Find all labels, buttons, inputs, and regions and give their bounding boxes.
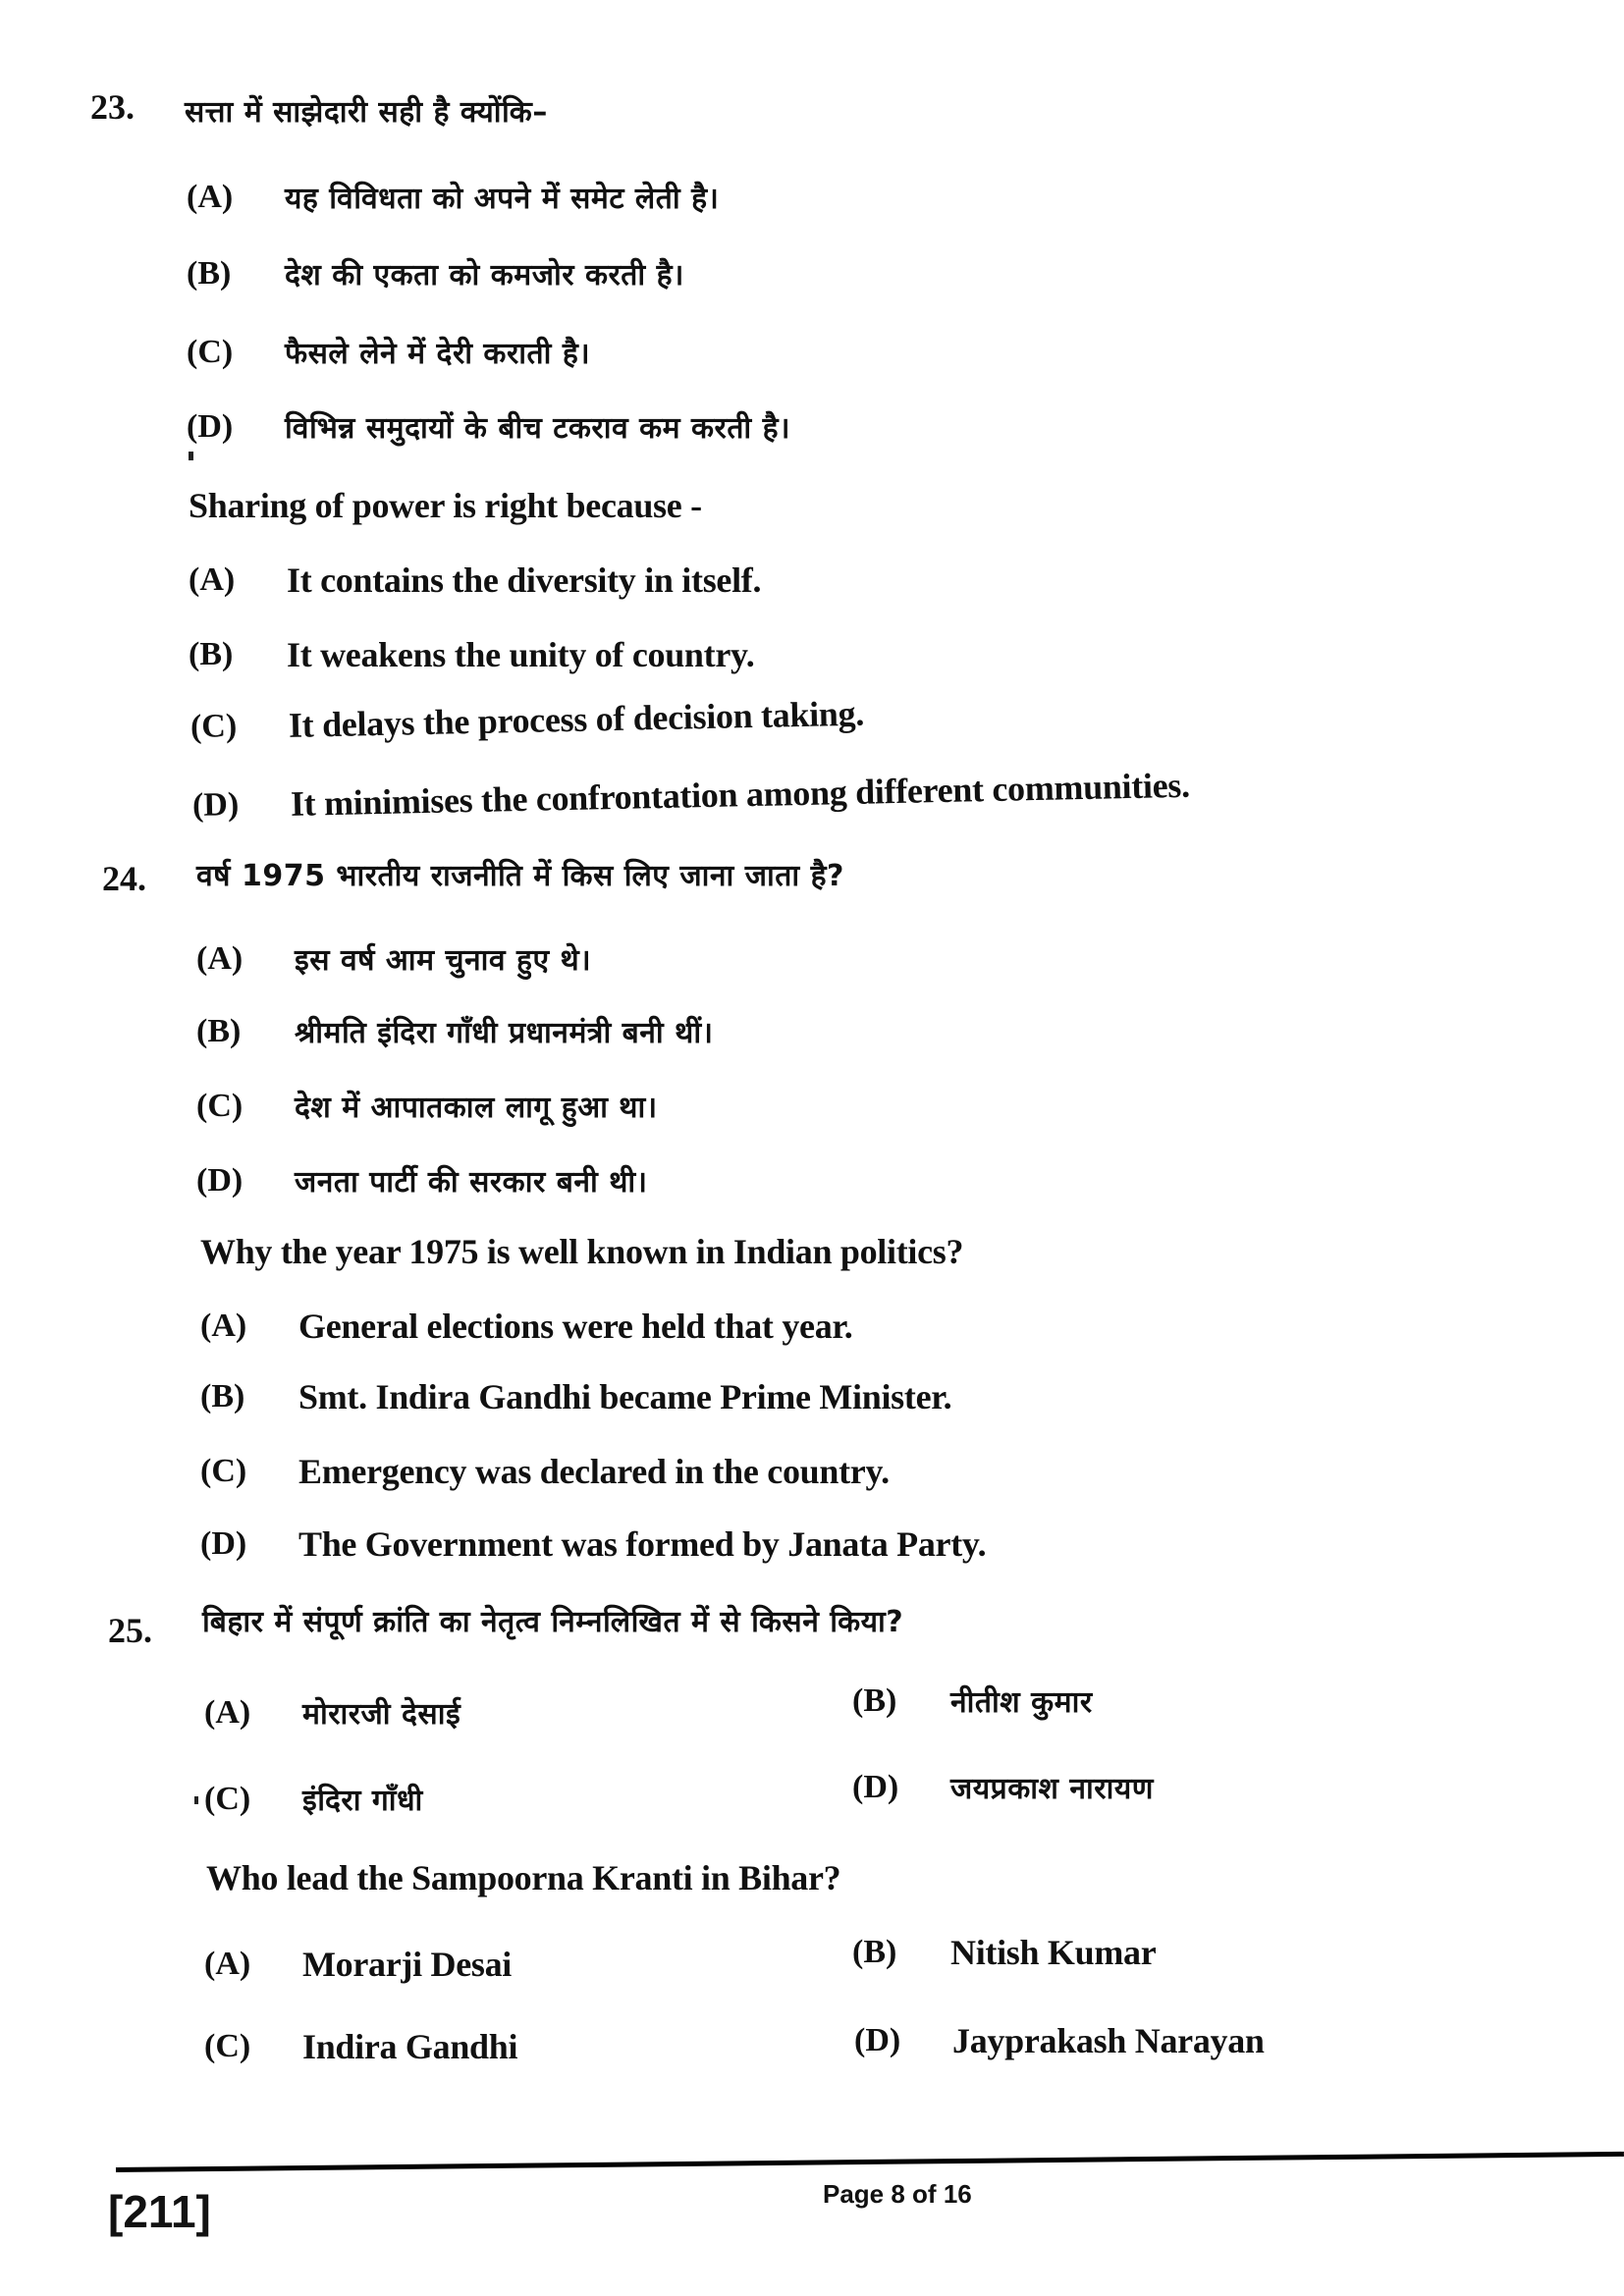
- option-text: विभिन्न समुदायों के बीच टकराव कम करती है।: [285, 411, 790, 446]
- option-label: (A): [187, 178, 234, 215]
- option-label: (B): [196, 1012, 242, 1049]
- option-b-hindi: [196, 1011, 713, 1051]
- option-label: (C): [204, 1780, 251, 1817]
- option-b-english: [189, 634, 754, 675]
- option-d-hindi: [852, 1767, 1154, 1807]
- option-label: (A): [189, 561, 236, 598]
- option-label: (A): [204, 1693, 251, 1731]
- option-text: इस वर्ष आम चुनाव हुए थे।: [295, 943, 592, 978]
- option-text: It minimises the confrontation among different communities.: [290, 765, 1191, 824]
- option-label: (A): [196, 939, 244, 977]
- option-c-hindi: [187, 332, 590, 372]
- option-label: (D): [187, 407, 234, 445]
- option-a-hindi: [204, 1692, 460, 1733]
- option-b-hindi: [187, 253, 684, 294]
- option-label: (B): [852, 1682, 897, 1719]
- option-text: The Government was formed by Janata Party.: [298, 1524, 987, 1564]
- option-text: It weakens the unity of country.: [287, 635, 755, 674]
- option-c-hindi: [204, 1779, 423, 1819]
- option-text: नीतीश कुमार: [950, 1685, 1093, 1720]
- option-c-english: [200, 1451, 890, 1492]
- option-text: General elections were held that year.: [298, 1307, 853, 1346]
- option-a-english: [204, 1944, 512, 1985]
- option-label: (A): [200, 1308, 247, 1344]
- option-a-hindi: [187, 177, 719, 217]
- option-text: देश में आपातकाल लागू हुआ था।: [295, 1091, 658, 1125]
- option-text: फैसले लेने में देरी कराती है।: [285, 337, 591, 371]
- option-b-english: [200, 1376, 951, 1417]
- option-label: (C): [200, 1453, 247, 1489]
- option-c-english: [190, 693, 865, 748]
- question-number: 23.: [90, 87, 135, 127]
- option-label: (B): [189, 636, 234, 672]
- option-d-hindi: [187, 406, 790, 447]
- option-text: यह विविधता को अपने में समेट लेती है।: [285, 182, 720, 216]
- option-label: (C): [187, 333, 234, 370]
- option-c-english: [204, 2026, 517, 2067]
- option-label: (B): [852, 1934, 897, 1970]
- option-d-english: [854, 2020, 1265, 2061]
- option-text: Indira Gandhi: [302, 2027, 518, 2066]
- option-label: (D): [852, 1768, 899, 1805]
- option-label: (A): [204, 1946, 251, 1982]
- option-d-english: [192, 765, 1191, 827]
- option-b-english: [852, 1932, 1156, 1973]
- option-text: Nitish Kumar: [950, 1933, 1157, 1972]
- option-text: देश की एकता को कमजोर करती है।: [285, 258, 684, 293]
- question-text-english: Sharing of power is right because -: [189, 486, 702, 525]
- stray-mark: [189, 452, 193, 460]
- question-text-hindi: सत्ता में साझेदारी सही है क्योंकि–: [185, 95, 548, 130]
- page-number: Page 8 of 16: [823, 2179, 972, 2209]
- option-text: जयप्रकाश नारायण: [950, 1772, 1154, 1806]
- question-text-hindi: बिहार में संपूर्ण क्रांति का नेतृत्व निम्नलिखित में से किसने किया?: [202, 1605, 904, 1639]
- question-text-english: Who lead the Sampoorna Kranti in Bihar?: [206, 1858, 841, 1897]
- option-text: Smt. Indira Gandhi became Prime Minister.: [298, 1377, 952, 1416]
- option-text: Emergency was declared in the country.: [298, 1452, 890, 1491]
- option-a-english: [189, 560, 761, 601]
- option-b-hindi: [852, 1681, 1093, 1721]
- option-label: (D): [191, 786, 240, 824]
- option-a-english: [200, 1306, 852, 1347]
- question-text-english: Why the year 1975 is well known in Indian politics?: [200, 1232, 964, 1271]
- option-text: इंदिरा गाँधी: [302, 1784, 423, 1818]
- option-label: (B): [187, 254, 232, 292]
- option-text: Morarji Desai: [302, 1945, 513, 1984]
- option-text: श्रीमति इंदिरा गाँधी प्रधानमंत्री बनी थीं।: [295, 1016, 714, 1050]
- paper-code: [211]: [108, 2186, 211, 2237]
- question-number: 24.: [102, 859, 146, 898]
- option-label: (B): [200, 1378, 245, 1415]
- option-label: (D): [854, 2022, 901, 2058]
- footer-divider: [116, 2152, 1624, 2172]
- option-text: It delays the process of decision taking.: [288, 693, 865, 745]
- option-label: (C): [204, 2028, 251, 2064]
- option-d-english: [200, 1523, 986, 1565]
- option-text: Jayprakash Narayan: [952, 2021, 1265, 2060]
- option-label: (C): [196, 1087, 244, 1124]
- option-text: It contains the diversity in itself.: [287, 561, 762, 600]
- option-label: (D): [200, 1525, 247, 1562]
- option-text: मोरारजी देसाई: [302, 1697, 461, 1732]
- option-a-hindi: [196, 938, 591, 979]
- option-d-hindi: [196, 1160, 648, 1201]
- stray-mark: [194, 1796, 198, 1804]
- option-label: (D): [196, 1161, 244, 1199]
- question-number: 25.: [108, 1611, 152, 1650]
- option-text: जनता पार्टी की सरकार बनी थी।: [295, 1165, 648, 1200]
- option-c-hindi: [196, 1086, 658, 1126]
- question-text-hindi: वर्ष 1975 भारतीय राजनीति में किस लिए जाना जाता है?: [196, 859, 844, 893]
- option-label: (C): [189, 708, 238, 745]
